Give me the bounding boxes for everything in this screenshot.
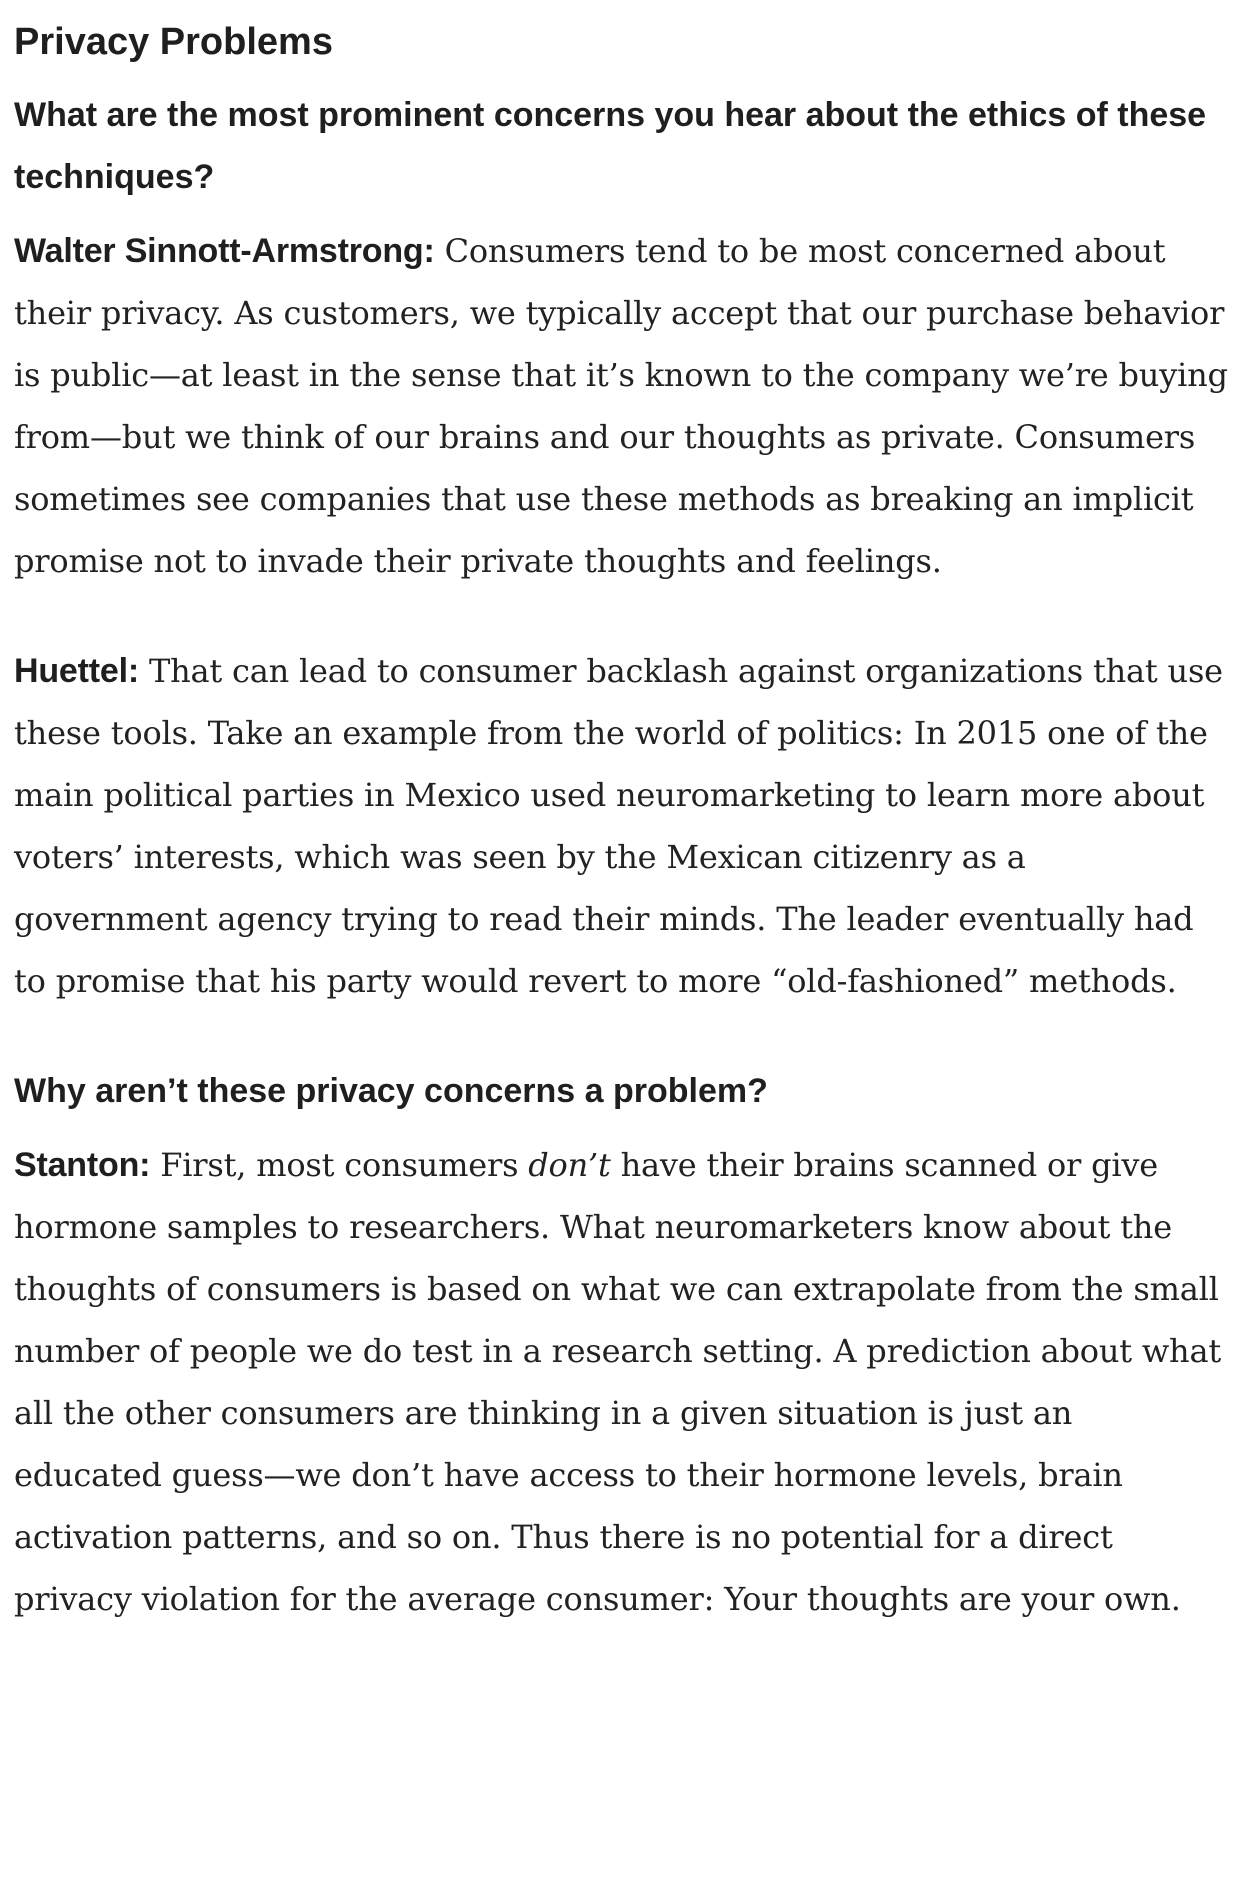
speaker-name: Walter Sinnott-Armstrong:: [14, 232, 435, 270]
answer-stanton: [14, 1134, 1228, 1630]
answer-text: Consumers tend to be most concerned about their privacy. As customers, we typically accept that our purchase behavior is public—at least in the sense that it’s known to the company we’re buying from—but we think of our brains and our thoughts as private. Consumers sometimes see companies that use these methods as breaking an implicit promise not to invade their private thoughts and feelings.: [14, 232, 1228, 580]
speaker-name: Huettel:: [14, 652, 139, 690]
question-heading-ethics: What are the most prominent concerns you hear about the ethics of these techniques?: [14, 96, 1207, 196]
answer-huettel: [14, 640, 1228, 1012]
question-heading-privacy: Why aren’t these privacy concerns a problem?: [14, 1072, 768, 1110]
answer-text: That can lead to consumer backlash against organizations that use these tools. Take an example from the world of politics: In 2015 one of the main political parties in Mexico used neuromarketing to learn more about voters’ interests, which was seen by the Mexican citizenry as a government agency trying to read their minds. The leader eventually had to promise that his party would revert to more “old-fashioned” methods.: [14, 652, 1223, 1000]
answer-text-start: First, most consumers: [150, 1146, 529, 1184]
speaker-name: Stanton:: [14, 1146, 151, 1184]
answer-emphasis: don’t: [528, 1146, 611, 1184]
section-title: Privacy Problems: [14, 21, 333, 63]
answer-sinnott-armstrong: [14, 220, 1228, 592]
answer-text-end: have their brains scanned or give hormone samples to researchers. What neuromarketers know about the thoughts of consumers is based on what we can extrapolate from the small number of people we do test in a research setting. A prediction about what all the other consumers are thinking in a given situation is just an educated guess—we don’t have access to their hormone levels, brain activation patterns, and so on. Thus there is no potential for a direct privacy violation for the average consumer: Your thoughts are your own.: [14, 1146, 1221, 1618]
